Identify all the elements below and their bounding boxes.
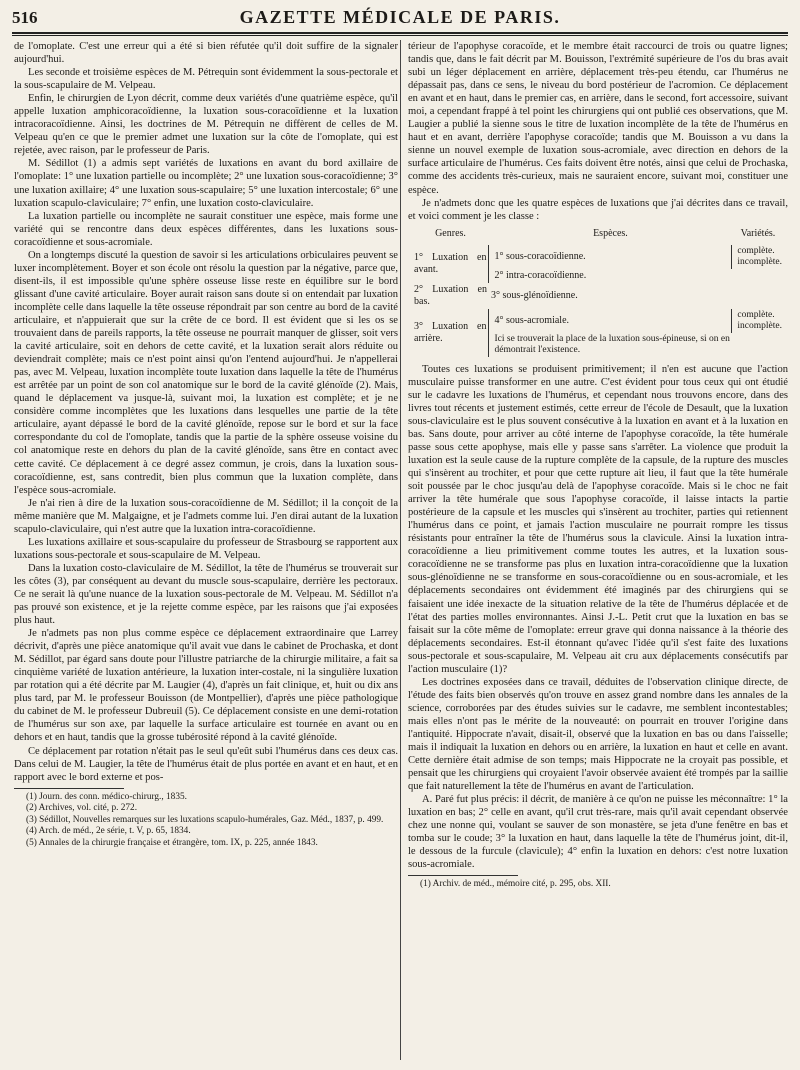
page-header <box>12 6 788 30</box>
species-cell: 1° sous-coracoïdienne. <box>489 245 732 269</box>
paragraph: Les seconde et troisième espèces de M. Pétrequin sont évidemment la sous-pectorale et la sous-scapulaire de M. Velpeau. <box>14 67 398 92</box>
paragraph: Les doctrines exposées dans ce travail, déduites de l'observation clinique directe, de l'étude des faits bien observés qu'on trouve en assez grand nombre dans les annales de la science, corroborées par des études suivies sur le cadavre, me semblent incontestables; mais elles n'ont pas le mérite de la nouveauté: on pourrait en trouver l'origine dans l'antiquité. Hippocrate n'avait, disait-il, observé que la luxation en bas ou dans l'aisselle; mais il indiquait la luxation en dehors ou en arrière, la luxation en haut et celle en avant. Cette dernière était admise de son temps; mais Hippocrate ne la croyait pas possible, et pensait que les chirurgiens qui croyaient l'avoir observée avaient été trompés par la saillie que fait naturellement la tête de l'humérus en avant de l'articulation. <box>408 676 788 793</box>
variety-cell <box>732 245 784 269</box>
footnote: (5) Annales de la chirurgie française et étrangère, tom. IX, p. 225, année 1843. <box>26 837 318 848</box>
table-row <box>412 245 784 269</box>
header-genres: Genres. <box>435 227 466 239</box>
footnote: (1) Archiv. de méd., mémoire cité, p. 295, obs. XII. <box>420 879 611 890</box>
variety-complete: complète. <box>737 245 775 256</box>
variety-incomplete: incomplète. <box>737 320 782 331</box>
paragraph: Je n'ai rien à dire de la luxation sous-coracoïdienne de M. Sédillot; il la conçoit de la même manière que M. Malgaigne, et je l'admets comme lui. J'en dirai autant de la luxation scapulo-claviculaire, qui n'est autre que la luxation intra-coracoïdienne. <box>14 497 398 535</box>
variety-complete: complète. <box>737 309 775 320</box>
footnote: (4) Arch. de méd., 2e série, t. V, p. 65, 1834. <box>26 826 191 837</box>
paragraph: de l'omoplate. C'est une erreur qui a été si bien réfutée qu'il doit suffire de la signaler aujourd'hui. <box>14 41 398 66</box>
page-number: 516 <box>12 8 38 27</box>
header-especes: Espèces. <box>593 227 628 239</box>
paragraph: térieur de l'apophyse coracoïde, et le membre était raccourci de trois ou quatre lignes; tandis que, dans le fait décrit par M. Bouisson, l'extrémité supérieure de l'os du bras avait subi un léger déplacement en arrière, déplacement très-peu étendu, car l'humérus ne dépassait pas, dans ce sens, le niveau du bord postérieur de l'acromion. Ce déplacement en avant et en haut, dans le premier cas, en arrière, dans le second, fort accessoire, suivant moi, a cependant frappé à tel point les chirurgiens qui ont publié ces observations, que M. Laugier a publié la sienne sous le titre de luxation incomplète de la tête de l'humérus en haut et en avant, derrière l'apophyse coracoïde; tandis que M. Bouisson a vu dans la sienne un nouvel exemple de luxation sous-acromiale, avec direction en dehors de la surface articulaire de l'humérus. Ces faits doivent être notés, ainsi que celui de Prochaska, comme des accidents très-curieux, mais ne sauraient encore, suivant moi, constituer une espèce. <box>408 41 788 196</box>
variety-cell <box>732 309 784 333</box>
column-divider <box>400 40 401 1060</box>
paragraph: On a longtemps discuté la question de savoir si les articulations orbiculaires peuvent se luxer incomplètement. Boyer et son école ont résolu la question par la négative, parce que, disent-ils, il est impossible qu'une sphère osseuse lisse reste en équilibre sur le bord glissant d'une cavité articulaire. Boyer aurait raison sans doute si on entendait par luxation incomplète celle dans laquelle la tête osseuse répondrait par son centre au bord de la cavité articulaire, et n'appuierait que sur la crête de ce bord. Il est évident que si les os se trouvaient dans de pareils rapports, la tête osseuse ne pourrait manquer de glisser, soit vers la cavité articulaire, soit en dehors de cette cavité, et la luxation serait alors réduite ou deviendrait complète; mais ce n'est point ainsi qu'on l'entend aujourd'hui. Je n'appellerai pas, avec M. Velpeau, luxation incomplète toute luxation dans laquelle la tête de l'humérus est arrêtée par un point de son col anatomique sur le bord de la cavité glénoïde (2). Mais, quand le déplacement va jusque-là, suivant moi, la luxation est complète; et je ne considère comme incomplètes que les luxations dans lesquelles une partie de la tête articulaire, ayant dépassé le bord de la cavité glénoïde, repose sur le bord et sur la face correspondante du col de l'omoplate, tandis que la partie de la sphère osseuse voisine du col anatomique reste en dehors du plan de la cavité glénoïde, sans être en contact avec cette cavité. Ce déplacement à ce degré assez commun, je crois, dans la luxation sous-coracoïdienne, est, sans contredit, bien plus commun que la luxation complète, dans l'espèce sous-acromiale. <box>14 249 398 496</box>
paragraph: Toutes ces luxations se produisent primitivement; il n'en est aucune que l'action musculaire puisse transformer en une autre. C'est évident pour tous ceux qui ont étudié sur le cadavre les luxations de l'humérus, et cependant nous trouvons encore, dans des livres tout récents et justement estimés, cette erreur de l'école de Desault, que la luxation sous-claviculaire est le plus souvent consécutive à la luxation en avant et à la luxation en bas. Sans doute, pour arriver au côté interne de l'apophyse coracoïde, la tête humérale passe sous cette apophyse, mais elle y passe sans s'arrêter. La violence que produit la luxation est la seule cause de la rupture complète de la capsule, de la rupture des muscles qui s'insèrent au trochiter, et pour que cette rupture ait lieu, il faut que la tête humérale soit poussée par le choc jusqu'au delà de l'apophyse coracoïde. Mais si le choc ne fait arriver la tête humérale que sous l'apophyse coracoïde, il laisse intacts la partie postérieure de la capsule et les muscles qui s'insèrent au trochiter, parties qui retiennent l'humérus dans ce point, et jamais l'action musculaire ne pourrait rompre les tissus résistants pour entraîner la tête de l'humérus sous la clavicule. Ainsi la luxation intra-coracoïdienne a lieu primitivement comme toutes les autres, et la luxation sous-coracoïdienne ne se transforme pas plus en luxation intra-coracoïdienne que la luxation sous-glénoïdienne ne se transforme en sous-coracoïdienne ou en sous-acromiale, et les déplacements secondaires ont évidemment été imaginés par des chirurgiens qui se faisaient une idée inexacte de la situation relative de la tête de l'humérus déplacée et de l'état des parties molles environnantes. Ainsi J.-L. Petit crut que la luxation en bas se faisait sur la côte même de l'omoplate: erreur grave qui donna naissance à la théorie des déplacements secondaires. Est-il étonnant qu'avec l'idée qu'il s'est faite des luxations sous-pectorale et sous-scapulaire, M. Velpeau ait cru aux déplacements consécutifs par l'action musculaire (1)? <box>408 363 788 675</box>
table-row <box>412 309 784 333</box>
table-row <box>412 283 784 309</box>
paragraph: Ce déplacement par rotation n'était pas le seul qu'eût subi l'humérus dans ces deux cas. Dans celui de M. Laugier, la tête de l'humérus était de plus portée en avant et en haut, et en rapport avec le bord externe et pos- <box>14 745 398 783</box>
species-cell: 3° sous-glénoïdienne. <box>490 289 578 301</box>
footnote: (1) Journ. des conn. médico-chirurg., 1835. <box>26 791 187 802</box>
header-rule <box>12 32 788 34</box>
genus-cell: 3° Luxation en arrière. <box>414 320 487 344</box>
paragraph: Dans la luxation costo-claviculaire de M. Sédillot, la tête de l'humérus se trouverait sur les côtes (3), par conséquent au devant du muscle sous-scapulaire, derrière les pectoraux. Ce ne serait là qu'une nuance de la luxation sous-pectorale de M. Velpeau. M. Sédillot n'a pas prouvé son existence, et je la rejette comme espèce, par les raisons que j'ai exposées plus haut. <box>14 562 398 627</box>
right-column <box>408 40 788 891</box>
paragraph: Les luxations axillaire et sous-scapulaire du professeur de Strasbourg se rapportent aux luxations sous-pectorale et sous-scapulaire de M. Velpeau. <box>14 536 398 561</box>
left-column <box>14 40 398 849</box>
footnote: (3) Sédillot, Nouvelles remarques sur les luxations scapulo-humérales, Gaz. Méd., 1837, p. 499. <box>26 814 384 825</box>
species-note: Ici se trouverait la place de la luxation sous-épineuse, si on en démontrait l'existence. <box>489 333 732 357</box>
genus-cell: 2° Luxation en bas. <box>414 283 487 307</box>
paragraph: Enfin, le chirurgien de Lyon décrit, comme deux variétés d'une quatrième espèce, qu'il appelle luxation amphicoracoïdienne, la luxation sous-coracoïdienne et la luxation intracoracoïdienne. Ainsi, les doctrines de M. Pétrequin ne diffèrent de celles de M. Velpeau qu'en ce que le premier admet une luxation sur la côte de l'omoplate, qui est rejetée, avec raison, par le professeur de Paris. <box>14 93 398 157</box>
footnote-rule <box>14 788 124 789</box>
header-rule-thin <box>12 35 788 36</box>
genus-cell: 1° Luxation en avant. <box>414 251 487 275</box>
journal-title: GAZETTE MÉDICALE DE PARIS. <box>239 7 561 27</box>
table-header-row <box>412 226 784 245</box>
paragraph: A. Paré fut plus précis: il décrit, de manière à ce qu'on ne puisse les méconnaître: 1° la luxation en bas; 2° celle en avant, qu'il crut très-rare, mais qu'il avait cependant observée chez une nonne qui, voulant se sauver de son monastère, se jeta d'une fenêtre en bas et tomba sur le coude; 3° la luxation en haut, dans laquelle la tête de l'humérus joint, dit-il, le dessous de la furcule (clavicule); 4° enfin la luxation en dehors: c'est notre luxation sous-acromiale. <box>408 794 788 871</box>
paragraph: M. Sédillot (1) a admis sept variétés de luxations en avant du bord axillaire de l'omoplate: 1° une luxation partielle ou incomplète; 2° une luxation sous-coracoïdienne; 3° une luxation axillaire; 4° une luxation sous-scapulaire; 5° une luxation intercostale; 6° une luxation scapulo-claviculaire; 7° enfin, une luxation costo-claviculaire. <box>14 158 398 209</box>
paragraph: Je n'admets donc que les quatre espèces de luxations que j'ai décrites dans ce travail, et voici comment je les classe : <box>408 197 788 222</box>
species-cell: 4° sous-acromiale. <box>489 309 732 333</box>
footnote: (2) Archives, vol. cité, p. 272. <box>26 803 138 814</box>
footnote-rule <box>408 875 518 876</box>
variety-incomplete: incomplète. <box>737 256 782 267</box>
species-cell: 2° intra-coracoïdienne. <box>489 269 732 283</box>
classification-table <box>412 226 784 357</box>
paragraph: Je n'admets pas non plus comme espèce ce déplacement extraordinaire que Larrey décrivit, d'après une pièce anatomique qu'il avait vue dans le cabinet de Prochaska, et dont M. Sédillot, par égard sans doute pour l'illustre patriarche de la chirurgie militaire, a fait sa cinquième variété de luxation antérieure, la luxation inter-costale, ni la singulière luxation par rotation qui a été décrite par M. Laugier (4), d'après un fait clinique, et, huit ou dix ans plus tard, par M. le professeur Bouisson (de Montpellier), d'après une pièce pathologique du cabinet de M. le professeur Dubreuil (5). Ce déplacement consiste en une demi-rotation de l'humérus sur son axe, par laquelle la surface articulaire est tournée en avant ou en dehors et en haut, tandis que la grosse tubérosité répond à la cavité glénoïde. <box>14 628 398 744</box>
header-varietes: Variétés. <box>740 227 776 239</box>
paragraph: La luxation partielle ou incomplète ne saurait constituer une espèce, mais forme une variété qui se rencontre dans deux espèces différentes, dans les luxations sous-coracoïdienne et sous-acromiale. <box>14 210 398 248</box>
